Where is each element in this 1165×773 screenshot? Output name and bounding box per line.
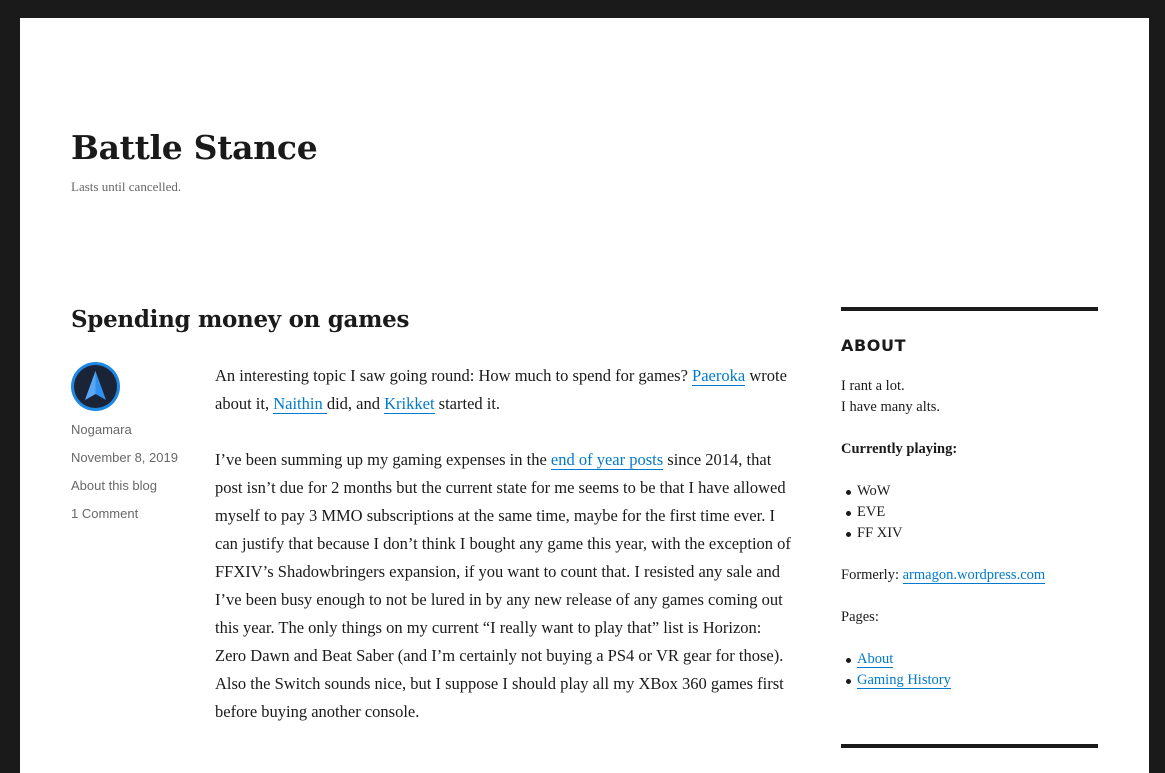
site-description: Lasts until cancelled. [71,179,182,194]
list-item: WoW [841,481,1098,502]
arrow-logo-icon [71,362,120,411]
sidebar-divider-bottom [841,744,1098,748]
post-date[interactable]: November 8, 2019 [71,450,178,465]
pages-label: Pages: [841,609,879,625]
post-content [215,362,793,754]
link-naithin[interactable]: Naithin [273,394,327,413]
sidebar-divider [841,307,1098,311]
post-title[interactable]: Spending money on games [71,306,410,333]
list-item: EVE [841,502,1098,523]
link-armagon[interactable]: armagon.wordpress.com [902,567,1046,583]
currently-playing-label: Currently playing: [841,441,958,457]
list-item [841,670,1098,691]
list-item [841,649,1098,670]
page-link-about[interactable]: About [857,651,894,667]
widget-title-about: ABOUT [841,336,907,355]
post-meta [71,362,191,534]
link-end-of-year-posts[interactable]: end of year posts [550,450,664,469]
games-list [841,481,1098,544]
link-krikket[interactable]: Krikket [384,394,435,413]
page [20,18,1149,773]
site-title[interactable]: Battle Stance [71,128,318,167]
page-link-gaming-history[interactable]: Gaming History [857,672,951,688]
link-paeroka[interactable]: Paeroka [692,366,746,385]
formerly-text: Formerly: armagon.wordpress.com [841,567,1046,583]
sidebar [841,307,1098,712]
author-avatar[interactable] [71,362,120,411]
list-item: FF XIV [841,523,1098,544]
comments-link[interactable]: 1 Comment [71,506,139,521]
about-text: I rant a lot. I have many alts. [841,378,941,415]
paragraph-2: I’ve been summing up my gaming expenses in the end of year posts since 2014, that post isn’t due for 2 months but the current state for me seems to be that I have allowed myself to pay 3 MMO subscriptions at the same time, maybe for the first time ever. I can justify that because I don’t think I bought any game this year, with the exception of FFXIV’s Shadowbringers expansion, if you want to count that. I resisted any sale and I’ve been busy enough to not be lured in by any new release of any games coming out this year. The only things on my current “I really want to play that” list is Horizon: Zero Dawn and Beat Saber (and I’m certainly not buying a PS4 or VR gear for those). Also the Switch sounds nice, but I suppose I should play all my XBox 360 games first before buying another console. [215,450,791,721]
paragraph-1: An interesting topic I saw going round: How much to spend for games? Paeroka wrote about it, Naithin did, and Krikket started it. [215,366,787,413]
category-link[interactable]: About this blog [71,478,158,493]
pages-list [841,649,1098,691]
author-link[interactable]: Nogamara [71,422,132,437]
